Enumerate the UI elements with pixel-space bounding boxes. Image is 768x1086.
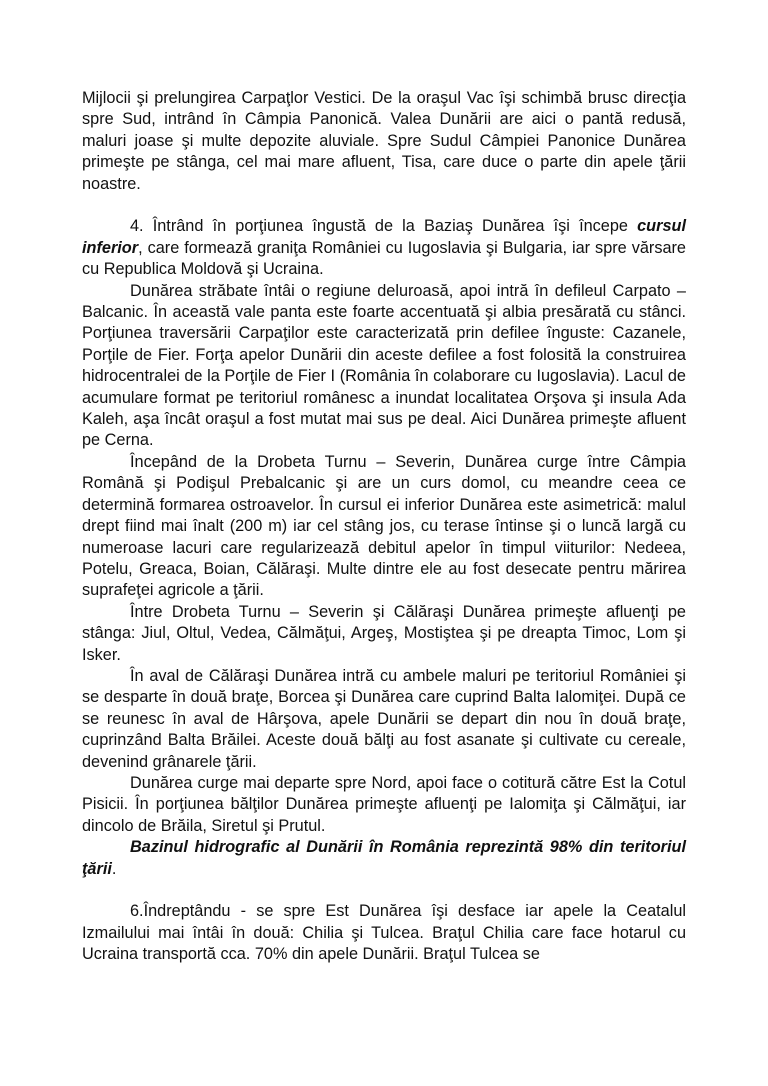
paragraph-text: , care formează graniţa României cu Iugoslavia şi Bulgaria, iar spre vărsare cu Republica Moldovă şi Ucraina. [82, 238, 686, 279]
paragraph-drobeta [82, 452, 686, 602]
paragraph-text: 4. Întrând în porţiunea îngustă de la Baziaş Dunărea îşi începe [130, 217, 638, 236]
emphasis-cursul-inferior: cursul inferior [82, 217, 686, 257]
paragraph-calarasi [82, 666, 686, 773]
paragraph-text: Începând de la Drobeta Turnu – Severin, Dunărea curge între Câmpia Română şi Podişul Prebalcanic şi are un curs domol, cu meandre ceea ce determină formarea ostroavelor. În cursul ei inferior Dunărea este asimetrică: malul drept fiind mai înalt (200 m) iar cel stâng jos, cu terase întinse şi o luncă largă cu numeroase lacuri care regularizează debitul apelor în timpul viiturilor: Nedeea, Potelu, Greaca, Boian, Călăraşi. Multe dintre ele au fost desecate pentru mărirea suprafeţei agricole a ţării. [82, 452, 686, 600]
paragraph-defileu [82, 281, 686, 452]
paragraph-text: Dunărea străbate întâi o regiune deluroasă, apoi intră în defileul Carpato – Balcanic. În această vale panta este foarte accentuată şi albia presărată cu stânci. Porţiunea traversării Carpaţilor este caracterizată prin defilee înguste: Cazanele, Porţile de Fier. Forţa apelor Dunării din aceste defilee a fost folosită la construirea hidrocentralei de la Porţile de Fier I (România în colaborare cu Iugoslavia). Lacul de acumulare format pe teritoriul românesc a inundat localitatea Orşova şi insula Ada Kaleh, aşa încât oraşul a fost mutat mai sus pe deal. Aici Dunărea primeşte afluent pe Cerna. [82, 281, 686, 450]
paragraph-text: Între Drobeta Turnu – Severin şi Călăraşi Dunărea primeşte afluenţi pe stânga: Jiul, Oltul, Vedea, Călmăţui, Argeş, Mostiştea şi pe dreapta Timoc, Lom şi Isker. [82, 602, 686, 664]
paragraph-text: Dunărea curge mai departe spre Nord, apoi face o cotitură către Est la Cotul Pisicii. În porţiunea bălţilor Dunărea primeşte afluenţi pe Ialomiţa şi Călmăţui, iar dincolo de Brăila, Siretul şi Prutul. [82, 773, 686, 835]
paragraph-delta [82, 901, 686, 965]
paragraph-cursul-inferior [82, 216, 686, 280]
paragraph-text: În aval de Călăraşi Dunărea intră cu ambele maluri pe teritoriul României şi se desparte în două braţe, Borcea şi Dunărea care cuprind Balta Ialomiţei. După ce se reunesc în aval de Hârşova, apele Dunării se depart din nou în două braţe, cuprinzând Balta Brăilei. Aceste două bălţi au fost asanate şi cultivate cu cereale, devenind grânarele ţării. [82, 666, 686, 771]
paragraph-text: 6.Îndreptându - se spre Est Dunărea îşi desface iar apele la Ceatalul Izmailului mai întâi în două: Chilia şi Tulcea. Braţul Chilia care face hotarul cu Ucraina transportă cca. 70% din apele Dunării. Braţul Tulcea se [82, 902, 686, 964]
paragraph-text: . [111, 859, 117, 878]
paragraph-afluenti [82, 602, 686, 666]
paragraph-bazin-hidrografic [82, 837, 686, 880]
paragraph-cotul-pisicii [82, 773, 686, 837]
paragraph-tisa [82, 88, 686, 195]
paragraph-text: Mijlocii şi prelungirea Carpaţlor Vestici. De la oraşul Vac îşi schimbă brusc direcţia spre Sud, intrând în Câmpia Panonică. Valea Dunării are aici o pantă redusă, maluri joase şi multe depozite aluviale. Spre Sudul Câmpiei Panonice Dunărea primeşte pe stânga, cel mai mare afluent, Tisa, care duce o parte din apele ţării noastre. [82, 89, 686, 193]
emphasis-bazin-hidrografic: Bazinul hidrografic al Dunării în România reprezintă 98% din teritoriul ţării [82, 838, 686, 878]
document-page [82, 88, 686, 966]
